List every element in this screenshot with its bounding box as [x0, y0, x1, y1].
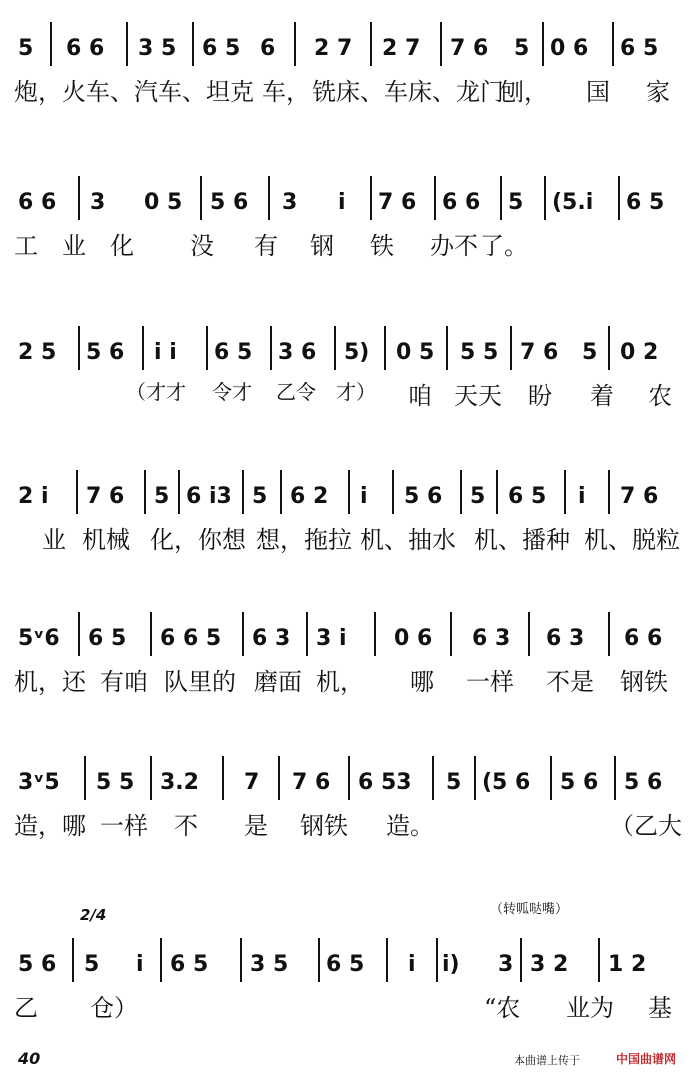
bar-line	[528, 612, 530, 656]
page-number: 40	[18, 1049, 41, 1068]
lyric: 业为	[566, 994, 614, 1022]
bar-line	[78, 176, 80, 220]
lyric: 机、播种	[474, 526, 570, 554]
bar-line	[150, 756, 152, 800]
note-group: 6 3	[252, 626, 291, 651]
note-group: 3	[498, 952, 514, 977]
lyric: 一样	[466, 668, 514, 696]
note-group: i	[360, 484, 368, 509]
bar-line	[294, 22, 296, 66]
bar-line	[608, 326, 610, 370]
lyric: 不是	[546, 668, 594, 696]
note-group: 6 2	[290, 484, 329, 509]
bar-line	[370, 22, 372, 66]
note-group: 6 6	[442, 190, 481, 215]
lyric: 钢铁	[620, 668, 668, 696]
lyric: 业	[42, 526, 66, 554]
bar-line	[84, 756, 86, 800]
note-group: 5 6	[624, 770, 663, 795]
bar-line	[386, 938, 388, 982]
lyric: 有	[254, 232, 278, 260]
note-group: 6 5	[620, 36, 659, 61]
note-group: 5 6	[18, 952, 57, 977]
bar-line	[144, 470, 146, 514]
note-group: 6 6 5	[160, 626, 222, 651]
bar-line	[436, 938, 438, 982]
bar-line	[150, 612, 152, 656]
bar-line	[50, 22, 52, 66]
note-group: 6 5	[88, 626, 127, 651]
bar-line	[440, 22, 442, 66]
note-group: 5	[514, 36, 530, 61]
bar-line	[280, 470, 282, 514]
lyric: 一样	[100, 812, 148, 840]
bar-line	[550, 756, 552, 800]
note-group: 6 i3	[186, 484, 232, 509]
note-group: 7 6	[86, 484, 125, 509]
lyric: 队里的	[164, 668, 236, 696]
lyric: 乙令	[276, 380, 316, 404]
lyric: 钢铁	[300, 812, 348, 840]
lyric: 令才	[212, 380, 252, 404]
lyric: 着	[590, 382, 614, 410]
note-group: 3	[282, 190, 298, 215]
bar-line	[612, 22, 614, 66]
note-group: 3	[90, 190, 106, 215]
note-group: 5 6	[210, 190, 249, 215]
lyric: 家	[646, 78, 670, 106]
bar-line	[446, 326, 448, 370]
note-group: 7 6	[292, 770, 331, 795]
lyrics-row	[14, 802, 686, 840]
note-group: 5 6	[404, 484, 443, 509]
bar-line	[160, 938, 162, 982]
bar-line	[142, 326, 144, 370]
bar-line	[178, 470, 180, 514]
note-group: i)	[442, 952, 460, 977]
note-group: 5 6	[560, 770, 599, 795]
note-group: 3.2	[160, 770, 199, 795]
bar-line	[318, 938, 320, 982]
note-group: 6 5	[202, 36, 241, 61]
lyric: 钢	[310, 232, 334, 260]
lyric: 了。	[480, 232, 528, 260]
note-group: 5ᵛ6	[18, 626, 60, 651]
bar-line	[496, 470, 498, 514]
note-group: i	[136, 952, 144, 977]
note-group: 7 6	[620, 484, 659, 509]
lyric: 磨面	[254, 668, 302, 696]
note-group: (5.i	[552, 190, 594, 215]
lyric: 办不	[430, 232, 478, 260]
lyric: 造，哪	[14, 812, 86, 840]
lyric: 火车、汽车、坦克	[62, 78, 254, 106]
lyric: 机，还	[14, 668, 86, 696]
bar-line	[76, 470, 78, 514]
note-group: 3 2	[530, 952, 569, 977]
lyric: 乙	[14, 994, 38, 1022]
note-group: 3 i	[316, 626, 347, 651]
lyric: 才）	[336, 380, 376, 404]
bar-line	[392, 470, 394, 514]
note-group: 3 5	[250, 952, 289, 977]
notation-row	[14, 752, 686, 802]
score-system-3	[0, 322, 700, 432]
lyric: 机，	[316, 668, 364, 696]
note-group: 6 6	[66, 36, 105, 61]
bar-line	[270, 326, 272, 370]
note-group: 3ᵛ5	[18, 770, 60, 795]
score-system-5	[0, 608, 700, 718]
bar-line	[242, 612, 244, 656]
note-group: 2 7	[314, 36, 353, 61]
lyric: 工	[14, 232, 38, 260]
bar-line	[278, 756, 280, 800]
note-group: 7 6	[450, 36, 489, 61]
lyric: 炮，	[14, 78, 62, 106]
note-group: 5	[84, 952, 100, 977]
note-group: i	[578, 484, 586, 509]
bar-line	[384, 326, 386, 370]
bar-line	[78, 612, 80, 656]
note-group: 3 6	[278, 340, 317, 365]
bar-line	[206, 326, 208, 370]
note-group: 6 5	[626, 190, 665, 215]
note-group: i i	[154, 340, 177, 365]
note-group: 6 5	[170, 952, 209, 977]
bar-line	[564, 470, 566, 514]
lyric: 不	[174, 812, 198, 840]
lyric: 化	[110, 232, 134, 260]
lyrics-row	[14, 516, 686, 554]
bar-line	[510, 326, 512, 370]
bar-line	[306, 612, 308, 656]
note-group: 7 6	[378, 190, 417, 215]
bar-line	[72, 938, 74, 982]
bar-line	[240, 938, 242, 982]
bar-line	[450, 612, 452, 656]
lyric: 刨，	[500, 78, 548, 106]
note-group: 6 5	[326, 952, 365, 977]
note-group: 5	[252, 484, 268, 509]
note-group: 6 5	[214, 340, 253, 365]
bar-line	[348, 470, 350, 514]
lyric: 有咱	[100, 668, 148, 696]
bar-line	[474, 756, 476, 800]
bar-line	[542, 22, 544, 66]
bar-line	[544, 176, 546, 220]
performance-direction: （转呱哒嘴）	[490, 902, 569, 917]
bar-line	[460, 470, 462, 514]
lyric: 想，拖拉	[256, 526, 352, 554]
lyric: 农	[648, 382, 672, 410]
lyric: 基	[648, 994, 672, 1022]
note-group: 7	[244, 770, 260, 795]
lyric: 盼	[528, 382, 552, 410]
lyric: 机、抽水	[360, 526, 456, 554]
score-system-2	[0, 172, 700, 282]
lyric: 咱	[408, 382, 432, 410]
note-group: 2 7	[382, 36, 421, 61]
note-group: 6 53	[358, 770, 412, 795]
note-group: 5	[582, 340, 598, 365]
lyrics-row	[14, 658, 686, 696]
note-group: 7 6	[520, 340, 559, 365]
note-group: 0 6	[394, 626, 433, 651]
lyric: （才才	[126, 380, 186, 404]
bar-line	[500, 176, 502, 220]
lyric: 没	[190, 232, 214, 260]
bar-line	[192, 22, 194, 66]
lyric: 仓）	[90, 994, 138, 1022]
score-system-1	[0, 18, 700, 128]
lyrics-row	[14, 68, 686, 106]
note-group: 2 5	[18, 340, 57, 365]
bar-line	[242, 470, 244, 514]
note-group: i	[408, 952, 416, 977]
lyrics-row	[14, 984, 686, 1022]
note-group: 0 2	[620, 340, 659, 365]
note-group: 6 5	[508, 484, 547, 509]
note-group: 6 6	[18, 190, 57, 215]
note-group: 5	[446, 770, 462, 795]
note-group: 0 6	[550, 36, 589, 61]
lyric: 车，	[262, 78, 310, 106]
note-group: 5 5	[460, 340, 499, 365]
notation-row	[14, 18, 686, 68]
note-group: 5 5	[96, 770, 135, 795]
bar-line	[434, 176, 436, 220]
lyric: 哪	[410, 668, 434, 696]
site-logo[interactable]: 中国曲谱网	[616, 1052, 677, 1066]
lyric: “农	[484, 994, 521, 1022]
notation-row	[14, 172, 686, 222]
lyrics-row	[14, 222, 686, 260]
note-group: 2 i	[18, 484, 49, 509]
lyric: （乙大	[610, 812, 682, 840]
notation-row	[14, 608, 686, 658]
notation-row	[14, 322, 686, 372]
note-group: 6	[260, 36, 276, 61]
lyric: 化，你想	[150, 526, 246, 554]
bar-line	[614, 756, 616, 800]
note-group: 5	[470, 484, 486, 509]
note-group: 6 6	[624, 626, 663, 651]
lyric: 机械	[82, 526, 130, 554]
bar-line	[520, 938, 522, 982]
bar-line	[608, 612, 610, 656]
time-signature: 2/4	[80, 906, 107, 924]
bar-line	[268, 176, 270, 220]
bar-line	[618, 176, 620, 220]
lyric: 铣床、车床、龙门	[312, 78, 504, 106]
note-group: 6 3	[472, 626, 511, 651]
lyric: 造。	[386, 812, 434, 840]
note-group: 5	[18, 36, 34, 61]
note-group: 5	[508, 190, 524, 215]
note-group: 5)	[344, 340, 370, 365]
bar-line	[200, 176, 202, 220]
lyric: 是	[244, 812, 268, 840]
note-group: 5 6	[86, 340, 125, 365]
note-group: 5	[154, 484, 170, 509]
note-group: 6 3	[546, 626, 585, 651]
lyric: 业	[62, 232, 86, 260]
bar-line	[370, 176, 372, 220]
note-group: 0 5	[396, 340, 435, 365]
bar-line	[374, 612, 376, 656]
lyrics-row	[14, 372, 686, 410]
note-group: (5 6	[482, 770, 531, 795]
notation-row	[14, 934, 686, 984]
lyric: 国	[586, 78, 610, 106]
lyric: 天天	[454, 382, 502, 410]
note-group: i	[338, 190, 346, 215]
bar-line	[348, 756, 350, 800]
upload-credit: 本曲谱上传于	[514, 1054, 580, 1067]
lyric: 机、脱粒	[584, 526, 680, 554]
bar-line	[432, 756, 434, 800]
score-system-6	[0, 752, 700, 862]
bar-line	[78, 326, 80, 370]
note-group: 1 2	[608, 952, 647, 977]
bar-line	[334, 326, 336, 370]
note-group: 0 5	[144, 190, 183, 215]
note-group: 3 5	[138, 36, 177, 61]
bar-line	[608, 470, 610, 514]
notation-row	[14, 466, 686, 516]
score-system-7	[0, 934, 700, 1044]
bar-line	[598, 938, 600, 982]
score-system-4	[0, 466, 700, 576]
lyric: 铁	[370, 232, 394, 260]
bar-line	[126, 22, 128, 66]
bar-line	[222, 756, 224, 800]
